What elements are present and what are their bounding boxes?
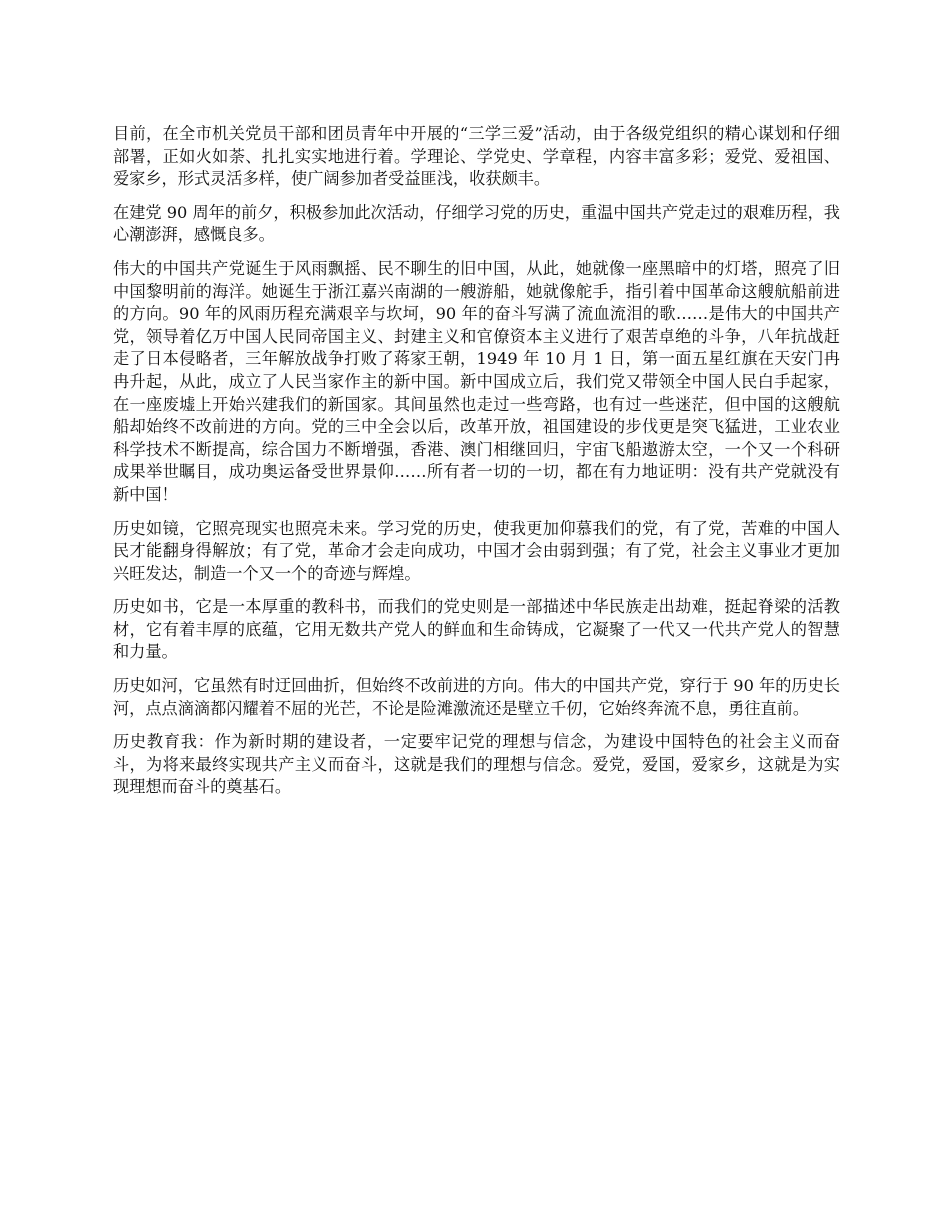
document-body: [113, 123, 840, 810]
paragraph-6: 历史如河，它虽然有时迂回曲折，但始终不改前进的方向。伟大的中国共产党，穿行于 90 年的历史长河，点点滴滴都闪耀着不屈的光芒，不论是险滩激流还是壁立千仞，它始终奔流不息，勇往直前。: [113, 676, 840, 718]
paragraph-5: 历史如书，它是一本厚重的教科书，而我们的党史则是一部描述中华民族走出劫难，挺起脊梁的活教材，它有着丰厚的底蕴，它用无数共产党人的鲜血和生命铸成，它凝聚了一代又一代共产党人的智慧和力量。: [113, 597, 840, 662]
paragraph-3: 伟大的中国共产党诞生于风雨飘摇、民不聊生的旧中国，从此，她就像一座黑暗中的灯塔，照亮了旧中国黎明前的海洋。她诞生于浙江嘉兴南湖的一艘游船，她就像舵手，指引着中国革命这艘航船前进的方向。90 年的风雨历程充满艰辛与坎坷，90 年的奋斗写满了流血流泪的歌……是伟大的中国共产党，领导着亿万中国人民同帝国主义、封建主义和官僚资本主义进行了艰苦卓绝的斗争，八年抗战赶走了日本侵略者，三年解放战争打败了蒋家王朝，1949 年 10 月 1 日，第一面五星红旗在天安门冉冉升起，从此，成立了人民当家作主的新中国。新中国成立后，我们党又带领全中国人民白手起家，在一座废墟上开始兴建我们的新国家。其间虽然也走过一些弯路，也有过一些迷茫，但中国的这艘航船却始终不改前进的方向。党的三中全会以后，改革开放，祖国建设的步伐更是突飞猛进，工业农业科学技术不断提高，综合国力不断增强，香港、澳门相继回归，宇宙飞船遨游太空，一个又一个科研成果举世瞩目，成功奥运备受世界景仰……所有者一切的一切，都在有力地证明：没有共产党就没有新中国！: [113, 258, 840, 504]
paragraph-1: 目前，在全市机关党员干部和团员青年中开展的“三学三爱”活动，由于各级党组织的精心谋划和仔细部署，正如火如荼、扎扎实实地进行着。学理论、学党史、学章程，内容丰富多彩；爱党、爱祖国、爱家乡，形式灵活多样，使广阔参加者受益匪浅，收获颇丰。: [113, 124, 840, 189]
paragraph-2: 在建党 90 周年的前夕，积极参加此次活动，仔细学习党的历史，重温中国共产党走过的艰难历程，我心潮澎湃，感慨良多。: [113, 202, 840, 245]
paragraph-4: 历史如镜，它照亮现实也照亮未来。学习党的历史，使我更加仰慕我们的党，有了党，苦难的中国人民才能翻身得解放；有了党，革命才会走向成功，中国才会由弱到强；有了党，社会主义事业才更加兴旺发达，制造一个又一个的奇迹与辉煌。: [113, 518, 840, 583]
paragraph-7: 历史教育我：作为新时期的建设者，一定要牢记党的理想与信念，为建设中国特色的社会主义而奋斗，为将来最终实现共产主义而奋斗，这就是我们的理想与信念。爱党，爱国，爱家乡，这就是为实现理想而奋斗的奠基石。: [113, 732, 840, 797]
